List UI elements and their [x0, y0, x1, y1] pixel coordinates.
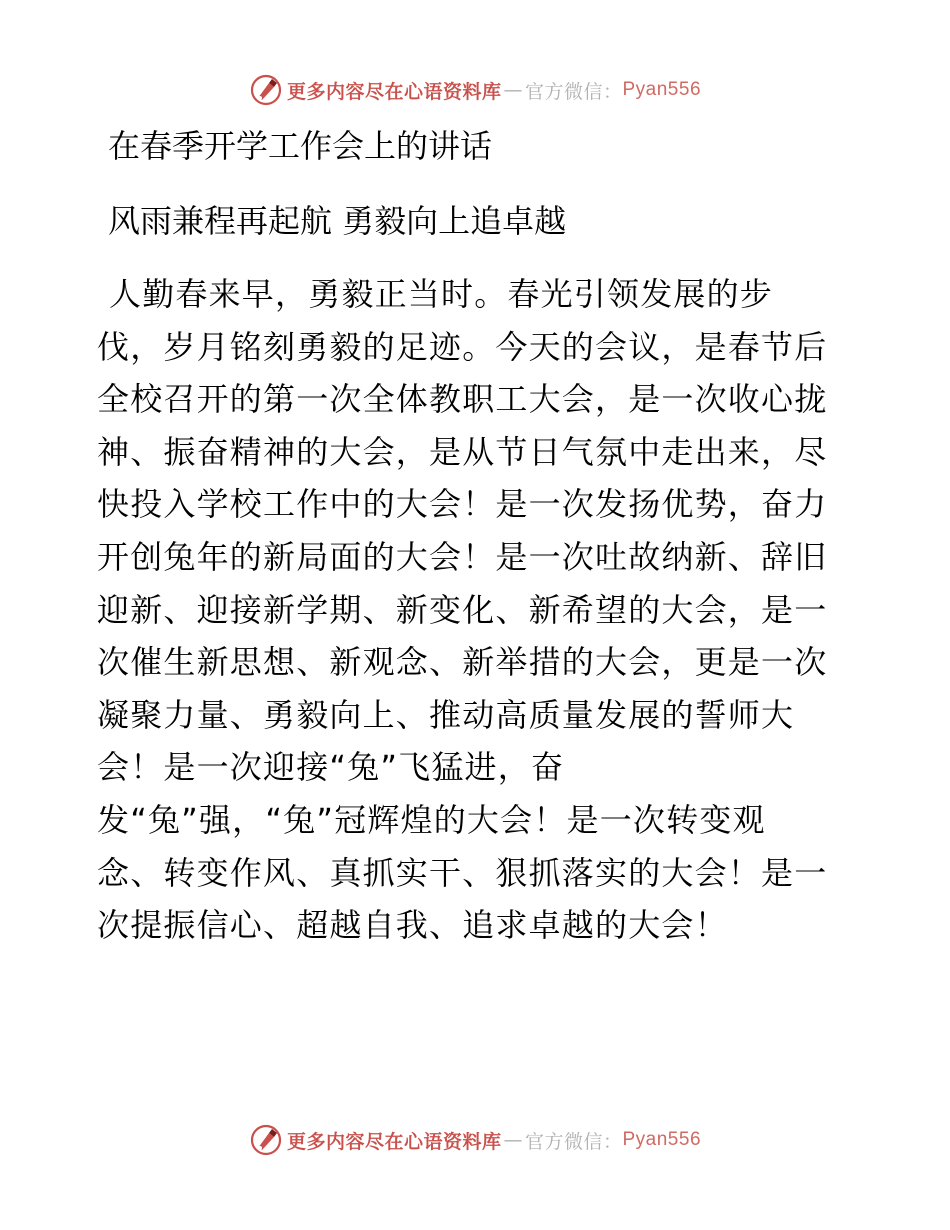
body-line: 凝聚力量、勇毅向上、推动高质量发展的誓师大: [97, 695, 795, 734]
body-line: 发“兔”强，“兔”冠辉煌的大会！是一次转变观: [97, 800, 766, 839]
watermark-wechat-id: Pyan556: [622, 1129, 702, 1150]
watermark-wechat-id: Pyan556: [622, 79, 702, 100]
watermark-dash: —: [503, 79, 523, 101]
body-line: 人勤春来早，勇毅正当时。春光引领发展的步: [109, 275, 774, 313]
body-line: 快投入学校工作中的大会！是一次发扬优势，奋力: [97, 485, 828, 524]
body-line: 伐，岁月铭刻勇毅的足迹。今天的会议，是春节后: [97, 327, 828, 366]
watermark-banner-top: [0, 70, 950, 110]
watermark-dash: —: [503, 1129, 523, 1151]
watermark-wechat-label: 官方微信：: [524, 80, 623, 103]
watermark-link-text[interactable]: 更多内容尽在心语资料库: [286, 1130, 502, 1153]
body-line: 神、振奋精神的大会，是从节日气氛中走出来，尽: [97, 432, 828, 471]
document-title: 在春季开学工作会上的讲话: [108, 127, 493, 165]
watermark-banner-bottom: [0, 1120, 950, 1160]
body-line: 会！是一次迎接“兔”飞猛进，奋: [97, 748, 565, 787]
body-line: 次提振信心、超越自我、追求卓越的大会！: [97, 906, 728, 945]
body-line: 念、转变作风、真抓实干、狠抓落实的大会！是一: [97, 853, 828, 892]
body-line: 迎新、迎接新学期、新变化、新希望的大会，是一: [97, 590, 828, 629]
document-subtitle: 风雨兼程再起航 勇毅向上追卓越: [108, 202, 567, 240]
pen-logo-icon: [249, 73, 283, 107]
body-line: 开创兔年的新局面的大会！是一次吐故纳新、辞旧: [97, 537, 828, 576]
body-line: 全校召开的第一次全体教职工大会，是一次收心拢: [97, 380, 828, 419]
watermark-wechat-label: 官方微信：: [524, 1130, 623, 1153]
watermark-link-text[interactable]: 更多内容尽在心语资料库: [286, 80, 502, 103]
document-body: [97, 268, 857, 952]
body-line: 次催生新思想、新观念、新举措的大会，更是一次: [97, 643, 828, 682]
pen-logo-icon: [249, 1123, 283, 1157]
